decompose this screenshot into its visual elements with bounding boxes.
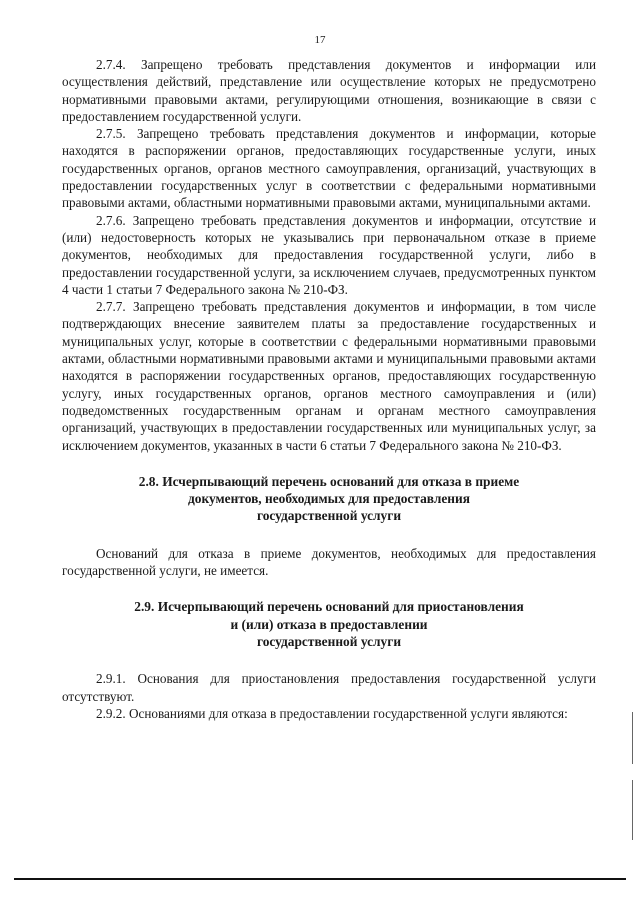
page-number: 17 (314, 34, 326, 46)
document-body (62, 56, 596, 722)
paragraph-2-7-7: 2.7.7. Запрещено требовать представления документов и информации, в том числе подтверждающих внесение заявителем платы за предоставление государственных и муниципальных услуг, которые в соответствии с федеральными нормативными правовыми актами, областными нормативными правовыми актами и муниципальными правовыми актами находятся в распоряжении государственных органов, предоставляющих государственную услугу, иных государственных органов, органов местного самоуправления и (или) подведомственных государственным органам и органам местного самоуправления организаций, участвующих в предоставлении государственных или муниципальных услуг, за исключением документов, указанных в части 6 статьи 7 Федерального закона № 210-ФЗ. (62, 299, 596, 453)
section-heading-2-8 (62, 473, 596, 525)
heading-line: государственной услуги (256, 508, 402, 524)
heading-line: 2.9. Исчерпывающий перечень оснований для приостановления (134, 599, 524, 615)
paragraph-2-8-text: Оснований для отказа в приеме документов, необходимых для предоставления государственной услуги, не имеется. (62, 545, 596, 579)
paragraph-2-9-1: 2.9.1. Основания для приостановления предоставления государственной услуги отсутствуют. (62, 671, 596, 704)
heading-line: 2.8. Исчерпывающий перечень оснований для отказа в приеме (138, 473, 520, 489)
section-heading-2-9 (62, 598, 596, 650)
scan-edge-mark (632, 712, 633, 764)
paragraph-2-7-4: 2.7.4. Запрещено требовать представления документов и информации или осуществления действий, представление или осуществление которых не предусмотрено нормативными правовыми актами, регулирующими отношения, возникающие в связи с предоставлением государственной услуги. (62, 57, 596, 124)
scan-edge-mark (632, 780, 633, 840)
paragraph-2-7-5: 2.7.5. Запрещено требовать представления документов и информации, которые находятся в распоряжении органов, предоставляющих государственные услуги, иных государственных органов, органов местного самоуправления, организаций, участвующих в предоставлении государственных услуг в соответствии с федеральными нормативными правовыми актами, областными нормативными правовыми актами, муниципальными актами. (62, 126, 596, 211)
heading-line: государственной услуги (256, 633, 402, 649)
heading-line: документов, необходимых для предоставления (188, 491, 470, 507)
paragraph-2-9-2: 2.9.2. Основаниями для отказа в предоставлении государственной услуги являются: (96, 705, 568, 721)
bottom-scan-rule (14, 878, 626, 880)
paragraph-2-7-6: 2.7.6. Запрещено требовать представления документов и информации, отсутствие и (или) недостоверность которых не указывались при первоначальном отказе в приеме документов, необходимых для предоставления государственной услуги, либо в предоставлении государственной услуги, за исключением случаев, предусмотренных пунктом 4 части 1 статьи 7 Федерального закона № 210-ФЗ. (62, 212, 596, 297)
heading-line: и (или) отказа в предоставлении (230, 616, 428, 632)
